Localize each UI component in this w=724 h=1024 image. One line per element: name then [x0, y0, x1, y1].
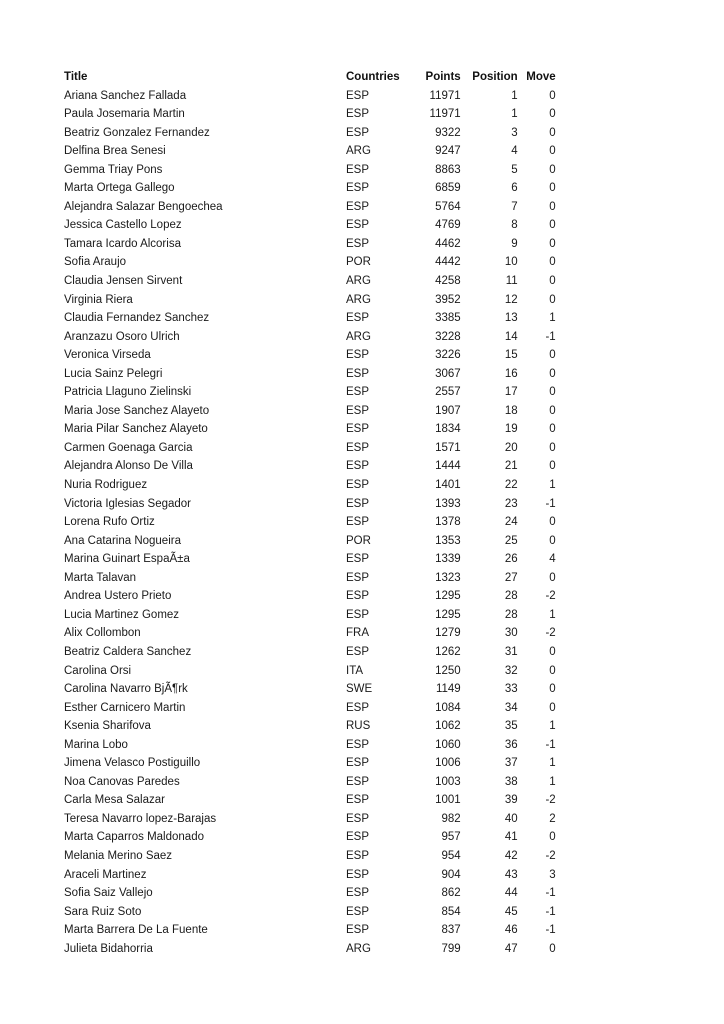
cell-move: 0	[549, 701, 556, 714]
cell-country: ESP	[346, 608, 370, 621]
cell-title: Marta Caparros Maldonado	[64, 831, 204, 844]
cell-title: Carolina Navarro BjÃ¶rk	[64, 683, 188, 696]
cell-title: Delfina Brea Senesi	[64, 145, 166, 158]
cell-move: 1	[549, 479, 556, 492]
cell-move: -1	[545, 738, 556, 751]
cell-move: -2	[545, 849, 556, 862]
cell-country: ESP	[346, 868, 370, 881]
cell-move: 0	[549, 367, 556, 380]
cell-country: ARG	[346, 145, 371, 158]
cell-title: Paula Josemaria Martin	[64, 108, 185, 121]
cell-points: 4769	[435, 219, 461, 232]
table-row	[64, 124, 556, 143]
cell-points: 982	[441, 812, 461, 825]
header-position: Position	[472, 71, 518, 83]
cell-move: 0	[549, 460, 556, 473]
header-title: Title	[64, 71, 88, 83]
cell-move: 0	[549, 404, 556, 417]
cell-country: ESP	[346, 924, 370, 937]
table-row	[64, 365, 556, 384]
table-row	[64, 216, 556, 235]
cell-move: 0	[549, 423, 556, 436]
cell-country: ARG	[346, 293, 371, 306]
cell-title: Lucia Martinez Gomez	[64, 608, 180, 621]
cell-position: 25	[504, 534, 518, 547]
cell-position: 28	[504, 608, 518, 621]
cell-position: 4	[511, 145, 518, 158]
cell-country: ESP	[346, 849, 370, 862]
table-row	[64, 847, 556, 866]
cell-points: 1262	[435, 645, 461, 658]
cell-move: 0	[549, 349, 556, 362]
cell-title: Beatriz Gonzalez Fernandez	[64, 126, 210, 139]
cell-country: ESP	[346, 386, 370, 399]
cell-points: 3952	[435, 293, 461, 306]
table-row	[64, 439, 556, 458]
cell-position: 37	[504, 757, 518, 770]
cell-points: 2557	[435, 386, 461, 399]
cell-points: 1401	[435, 479, 461, 492]
cell-country: ESP	[346, 887, 370, 900]
cell-country: ESP	[346, 775, 370, 788]
cell-title: Alejandra Alonso De Villa	[64, 460, 193, 473]
cell-position: 44	[504, 887, 518, 900]
cell-title: Claudia Fernandez Sanchez	[64, 312, 210, 325]
table-row	[64, 87, 556, 106]
cell-points: 837	[441, 924, 461, 937]
cell-move: 0	[549, 126, 556, 139]
cell-points: 1149	[435, 683, 461, 696]
cell-move: 0	[549, 683, 556, 696]
cell-points: 6859	[435, 182, 461, 195]
cell-title: Maria Pilar Sanchez Alayeto	[64, 423, 208, 436]
cell-position: 39	[504, 794, 518, 807]
cell-position: 32	[504, 664, 518, 677]
table-row	[64, 457, 556, 476]
cell-points: 1250	[435, 664, 461, 677]
cell-country: ESP	[346, 794, 370, 807]
cell-points: 3228	[435, 330, 461, 343]
cell-points: 4442	[435, 256, 461, 269]
cell-points: 9247	[435, 145, 461, 158]
cell-points: 1444	[435, 460, 461, 473]
cell-title: Alix Collombon	[64, 627, 141, 640]
cell-move: 1	[549, 608, 556, 621]
cell-country: ESP	[346, 126, 370, 139]
cell-country: FRA	[346, 627, 369, 640]
cell-position: 9	[511, 237, 518, 250]
cell-country: ESP	[346, 553, 370, 566]
cell-country: ESP	[346, 516, 370, 529]
ranking-table	[64, 68, 556, 958]
cell-country: ESP	[346, 237, 370, 250]
table-row	[64, 513, 556, 532]
cell-title: Alejandra Salazar Bengoechea	[64, 200, 223, 213]
cell-country: ARG	[346, 330, 371, 343]
cell-move: 0	[549, 163, 556, 176]
cell-position: 35	[504, 720, 518, 733]
cell-title: Araceli Martinez	[64, 868, 147, 881]
table-row	[64, 569, 556, 588]
cell-points: 1006	[435, 757, 461, 770]
cell-move: -1	[545, 330, 556, 343]
cell-points: 1001	[435, 794, 461, 807]
cell-points: 5764	[435, 200, 461, 213]
cell-title: Marta Talavan	[64, 571, 137, 584]
cell-country: POR	[346, 534, 371, 547]
cell-position: 10	[504, 256, 518, 269]
cell-position: 28	[504, 590, 518, 603]
cell-move: 0	[549, 293, 556, 306]
table-row	[64, 179, 556, 198]
cell-points: 862	[441, 887, 461, 900]
cell-points: 1393	[435, 497, 461, 510]
cell-country: ESP	[346, 701, 370, 714]
cell-title: Sofia Araujo	[64, 256, 127, 269]
table-row	[64, 309, 556, 328]
cell-move: 2	[549, 812, 556, 825]
cell-move: 1	[549, 775, 556, 788]
cell-points: 3067	[435, 367, 461, 380]
table-row	[64, 717, 556, 736]
cell-position: 5	[511, 163, 518, 176]
cell-position: 1	[511, 89, 518, 102]
table-row	[64, 402, 556, 421]
cell-points: 11971	[429, 108, 461, 121]
table-row	[64, 940, 556, 959]
cell-title: Ariana Sanchez Fallada	[64, 89, 187, 102]
cell-position: 30	[504, 627, 518, 640]
cell-position: 36	[504, 738, 518, 751]
cell-title: Marina Lobo	[64, 738, 128, 751]
cell-position: 34	[504, 701, 518, 714]
cell-position: 12	[504, 293, 518, 306]
table-row	[64, 142, 556, 161]
table-row	[64, 884, 556, 903]
cell-country: ESP	[346, 182, 370, 195]
cell-country: ESP	[346, 757, 370, 770]
cell-country: ITA	[346, 664, 364, 677]
cell-move: -2	[545, 590, 556, 603]
cell-title: Tamara Icardo Alcorisa	[64, 237, 181, 250]
cell-points: 957	[441, 831, 461, 844]
cell-country: ESP	[346, 905, 370, 918]
cell-country: ESP	[346, 312, 370, 325]
header-row	[64, 68, 556, 87]
cell-position: 7	[511, 200, 518, 213]
cell-move: -2	[545, 627, 556, 640]
cell-points: 8863	[435, 163, 461, 176]
cell-position: 40	[504, 812, 518, 825]
cell-position: 24	[504, 516, 518, 529]
cell-position: 16	[504, 367, 518, 380]
cell-move: 0	[549, 571, 556, 584]
cell-position: 19	[504, 423, 518, 436]
cell-points: 1003	[435, 775, 461, 788]
cell-country: ESP	[346, 441, 370, 454]
cell-points: 1378	[435, 516, 461, 529]
cell-position: 46	[504, 924, 518, 937]
cell-position: 43	[504, 868, 518, 881]
cell-move: 0	[549, 89, 556, 102]
cell-country: ESP	[346, 349, 370, 362]
cell-country: ESP	[346, 497, 370, 510]
cell-title: Marta Barrera De La Fuente	[64, 924, 208, 937]
cell-move: -1	[545, 905, 556, 918]
cell-title: Maria Jose Sanchez Alayeto	[64, 404, 210, 417]
cell-position: 3	[511, 126, 518, 139]
cell-move: 0	[549, 386, 556, 399]
cell-position: 6	[511, 182, 518, 195]
table-row	[64, 606, 556, 625]
cell-points: 3226	[435, 349, 461, 362]
cell-position: 38	[504, 775, 518, 788]
cell-position: 20	[504, 441, 518, 454]
cell-title: Aranzazu Osoro Ulrich	[64, 330, 180, 343]
cell-title: Melania Merino Saez	[64, 849, 173, 862]
table-row	[64, 866, 556, 885]
cell-country: ESP	[346, 645, 370, 658]
cell-position: 11	[505, 275, 518, 288]
cell-country: ESP	[346, 831, 370, 844]
header-countries: Countries	[346, 71, 400, 83]
cell-country: ESP	[346, 89, 370, 102]
cell-points: 854	[441, 905, 461, 918]
table-row	[64, 791, 556, 810]
cell-country: ESP	[346, 571, 370, 584]
cell-position: 1	[511, 108, 518, 121]
cell-position: 14	[504, 330, 518, 343]
cell-move: 0	[549, 534, 556, 547]
cell-points: 1323	[435, 571, 461, 584]
cell-move: 0	[549, 516, 556, 529]
cell-title: Ksenia Sharifova	[64, 720, 151, 733]
cell-position: 23	[504, 497, 518, 510]
cell-points: 1353	[435, 534, 461, 547]
cell-move: 0	[549, 275, 556, 288]
cell-position: 8	[511, 219, 518, 232]
table-row	[64, 773, 556, 792]
cell-move: 0	[549, 108, 556, 121]
cell-position: 13	[504, 312, 518, 325]
cell-title: Noa Canovas Paredes	[64, 775, 180, 788]
cell-position: 41	[504, 831, 518, 844]
table-row	[64, 476, 556, 495]
cell-move: 0	[549, 219, 556, 232]
cell-title: Marina Guinart EspaÃ±a	[64, 553, 190, 566]
cell-title: Patricia Llaguno Zielinski	[64, 386, 192, 399]
cell-country: ESP	[346, 163, 370, 176]
table-row	[64, 272, 556, 291]
cell-position: 42	[504, 849, 518, 862]
table-row	[64, 550, 556, 569]
cell-move: -1	[545, 924, 556, 937]
ranking-sheet	[64, 68, 556, 958]
cell-move: 0	[549, 664, 556, 677]
cell-position: 31	[504, 645, 518, 658]
cell-country: ARG	[346, 275, 371, 288]
header-points: Points	[425, 71, 461, 83]
cell-position: 26	[504, 553, 518, 566]
cell-move: 0	[549, 645, 556, 658]
cell-country: ARG	[346, 942, 371, 955]
header-move: Move	[526, 71, 556, 83]
table-row	[64, 699, 556, 718]
cell-country: ESP	[346, 812, 370, 825]
cell-move: 0	[549, 256, 556, 269]
cell-move: -1	[545, 887, 556, 900]
cell-title: Gemma Triay Pons	[64, 163, 163, 176]
cell-points: 954	[441, 849, 461, 862]
table-row	[64, 253, 556, 272]
cell-move: -1	[545, 497, 556, 510]
cell-move: 1	[549, 720, 556, 733]
cell-move: 0	[549, 145, 556, 158]
cell-points: 1295	[435, 608, 461, 621]
table-body	[64, 87, 556, 959]
cell-title: Sofia Saiz Vallejo	[64, 887, 153, 900]
cell-title: Carla Mesa Salazar	[64, 794, 165, 807]
cell-points: 904	[441, 868, 461, 881]
cell-country: RUS	[346, 720, 371, 733]
cell-position: 33	[504, 683, 518, 696]
cell-title: Carolina Orsi	[64, 664, 132, 677]
cell-position: 15	[504, 349, 518, 362]
cell-points: 1571	[435, 441, 461, 454]
cell-title: Virginia Riera	[64, 293, 133, 306]
cell-points: 1279	[435, 627, 461, 640]
table-row	[64, 736, 556, 755]
cell-points: 1295	[435, 590, 461, 603]
table-row	[64, 662, 556, 681]
cell-title: Lorena Rufo Ortiz	[64, 516, 155, 529]
cell-country: ESP	[346, 404, 370, 417]
cell-country: ESP	[346, 460, 370, 473]
cell-country: ESP	[346, 423, 370, 436]
cell-points: 1834	[435, 423, 461, 436]
table-row	[64, 643, 556, 662]
cell-move: 1	[549, 757, 556, 770]
table-row	[64, 624, 556, 643]
table-row	[64, 198, 556, 217]
cell-move: 0	[549, 182, 556, 195]
cell-position: 17	[504, 386, 518, 399]
cell-points: 1084	[435, 701, 461, 714]
cell-position: 27	[504, 571, 518, 584]
cell-move: 4	[549, 553, 556, 566]
cell-points: 4462	[435, 237, 461, 250]
table-row	[64, 532, 556, 551]
cell-title: Claudia Jensen Sirvent	[64, 275, 183, 288]
table-row	[64, 383, 556, 402]
cell-title: Esther Carnicero Martin	[64, 701, 186, 714]
cell-move: 3	[549, 868, 556, 881]
table-row	[64, 810, 556, 829]
cell-title: Julieta Bidahorria	[64, 942, 153, 955]
cell-country: POR	[346, 256, 371, 269]
cell-move: 1	[549, 312, 556, 325]
cell-country: ESP	[346, 108, 370, 121]
table-row	[64, 105, 556, 124]
table-row	[64, 328, 556, 347]
cell-points: 9322	[435, 126, 461, 139]
cell-move: 0	[549, 200, 556, 213]
cell-country: SWE	[346, 683, 373, 696]
cell-move: 0	[549, 831, 556, 844]
cell-move: -2	[545, 794, 556, 807]
cell-move: 0	[549, 237, 556, 250]
cell-title: Victoria Iglesias Segador	[64, 497, 191, 510]
cell-country: ESP	[346, 219, 370, 232]
table-row	[64, 291, 556, 310]
cell-title: Jimena Velasco Postiguillo	[64, 757, 201, 770]
cell-points: 1060	[435, 738, 461, 751]
cell-title: Lucia Sainz Pelegri	[64, 367, 163, 380]
cell-position: 47	[504, 942, 518, 955]
cell-points: 799	[441, 942, 461, 955]
table-row	[64, 754, 556, 773]
cell-title: Teresa Navarro lopez-Barajas	[64, 812, 217, 825]
table-row	[64, 828, 556, 847]
table-row	[64, 921, 556, 940]
table-row	[64, 680, 556, 699]
cell-title: Sara Ruiz Soto	[64, 905, 142, 918]
cell-points: 1907	[435, 404, 461, 417]
cell-move: 0	[549, 942, 556, 955]
cell-country: ESP	[346, 479, 370, 492]
cell-title: Beatriz Caldera Sanchez	[64, 645, 192, 658]
table-row	[64, 161, 556, 180]
cell-title: Jessica Castello Lopez	[64, 219, 182, 232]
cell-position: 18	[504, 404, 518, 417]
cell-move: 0	[549, 441, 556, 454]
cell-country: ESP	[346, 367, 370, 380]
cell-points: 11971	[429, 89, 461, 102]
cell-points: 4258	[435, 275, 461, 288]
table-row	[64, 346, 556, 365]
table-row	[64, 235, 556, 254]
cell-position: 45	[504, 905, 518, 918]
cell-points: 1062	[435, 720, 461, 733]
cell-title: Veronica Virseda	[64, 349, 151, 362]
cell-position: 22	[504, 479, 518, 492]
cell-title: Nuria Rodriguez	[64, 479, 148, 492]
cell-points: 1339	[435, 553, 461, 566]
cell-position: 21	[504, 460, 518, 473]
table-row	[64, 587, 556, 606]
table-row	[64, 420, 556, 439]
cell-title: Marta Ortega Gallego	[64, 182, 175, 195]
cell-country: ESP	[346, 738, 370, 751]
table-row	[64, 495, 556, 514]
table-row	[64, 903, 556, 922]
cell-points: 3385	[435, 312, 461, 325]
cell-title: Ana Catarina Nogueira	[64, 534, 181, 547]
cell-country: ESP	[346, 590, 370, 603]
cell-title: Carmen Goenaga Garcia	[64, 441, 193, 454]
cell-country: ESP	[346, 200, 370, 213]
cell-title: Andrea Ustero Prieto	[64, 590, 172, 603]
